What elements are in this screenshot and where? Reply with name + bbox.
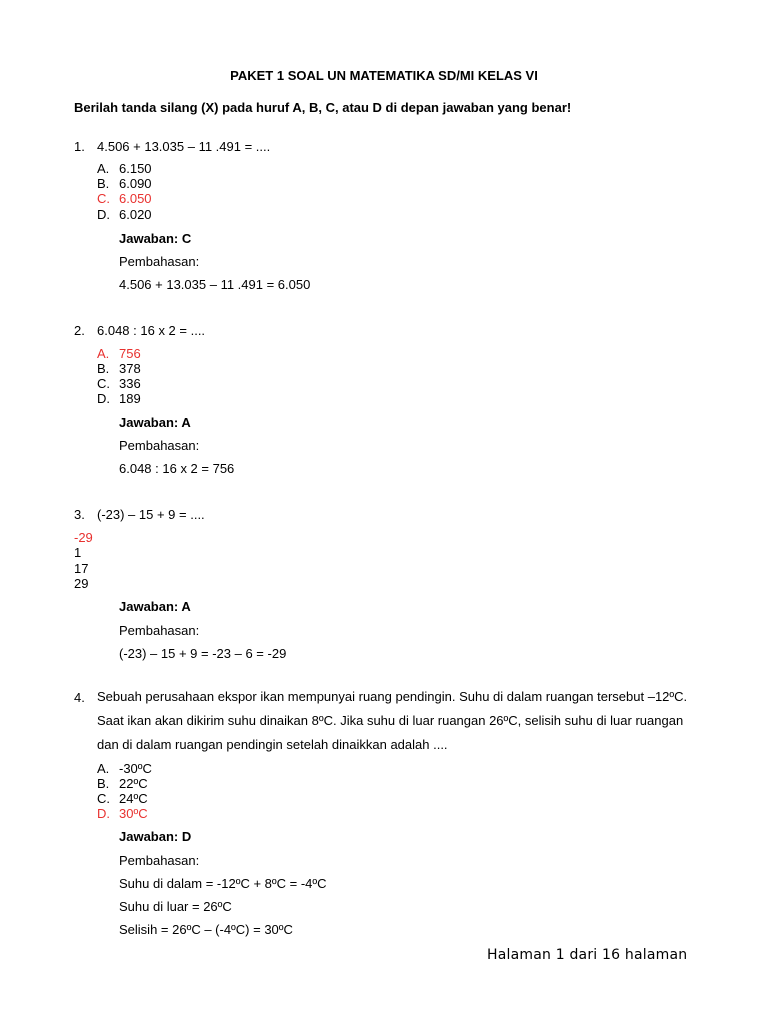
explanation-line: Suhu di dalam = -12ºC + 8ºC = -4ºC xyxy=(119,876,327,891)
explanation-line: (-23) – 15 + 9 = -23 – 6 = -29 xyxy=(119,646,287,661)
option-b xyxy=(97,361,141,376)
question-text: Sebuah perusahaan ekspor ikan mempunyai ruang pendingin. Suhu di dalam ruangan tersebut –12ºC. Saat ikan akan dikirim suhu dinaikan 8ºC. Jika suhu di luar ruangan 26ºC, selisih suhu di luar ruangan dan di dalam ruangan pendingin setelah dinaikkan adalah .... xyxy=(97,689,688,752)
option-value: 6.090 xyxy=(119,176,152,191)
option-d xyxy=(97,207,152,222)
option-value: 1 xyxy=(74,545,82,560)
question-text: 4.506 + 13.035 – 11 .491 = .... xyxy=(97,139,271,154)
option-d-correct xyxy=(97,806,148,821)
option-letter: B. xyxy=(97,176,110,191)
answer-label: Jawaban: C xyxy=(119,231,192,246)
option-b xyxy=(97,176,152,191)
option-a xyxy=(97,161,152,176)
option-letter: D. xyxy=(97,207,110,222)
option-value: 378 xyxy=(119,361,141,376)
answer-label: Jawaban: D xyxy=(119,829,192,844)
option-c xyxy=(97,376,141,391)
question-number: 4. xyxy=(74,690,85,705)
instruction-text: Berilah tanda silang (X) pada huruf A, B, C, atau D di depan jawaban yang benar! xyxy=(74,100,572,115)
option-a xyxy=(97,761,152,776)
document-title: PAKET 1 SOAL UN MATEMATIKA SD/MI KELAS VI xyxy=(230,68,538,83)
option-value: 336 xyxy=(119,376,141,391)
explanation-line: 4.506 + 13.035 – 11 .491 = 6.050 xyxy=(119,277,311,292)
option-letter: C. xyxy=(97,191,110,206)
page-number-footer: Halaman 1 dari 16 halaman xyxy=(487,947,688,963)
option-d xyxy=(97,391,141,406)
option-letter: A. xyxy=(97,161,110,176)
question-number: 2. xyxy=(74,323,85,338)
option-value: 6.020 xyxy=(119,207,152,222)
explanation-label: Pembahasan: xyxy=(119,623,200,638)
option-value: 22ºC xyxy=(119,776,148,791)
option-letter: D. xyxy=(97,391,110,406)
option-letter: B. xyxy=(97,361,110,376)
explanation-label: Pembahasan: xyxy=(119,438,200,453)
answer-label: Jawaban: A xyxy=(119,599,191,614)
option-letter: D. xyxy=(97,806,110,821)
option-c xyxy=(97,791,148,806)
option-value: 24ºC xyxy=(119,791,148,806)
explanation-label: Pembahasan: xyxy=(119,254,200,269)
answer-label: Jawaban: A xyxy=(119,415,191,430)
option-value: 6.150 xyxy=(119,161,152,176)
question-text: (-23) – 15 + 9 = .... xyxy=(97,507,205,522)
explanation-line: Selisih = 26ºC – (-4ºC) = 30ºC xyxy=(119,922,293,937)
option-value: 6.050 xyxy=(119,191,152,206)
option-value: 17 xyxy=(74,561,89,576)
option-b xyxy=(97,776,148,791)
option-letter: A. xyxy=(97,346,110,361)
option-value: 189 xyxy=(119,391,141,406)
question-text: 6.048 : 16 x 2 = .... xyxy=(97,323,206,338)
option-value: 29 xyxy=(74,576,89,591)
option-letter: B. xyxy=(97,776,110,791)
option-a-correct xyxy=(97,346,141,361)
option-letter: A. xyxy=(97,761,110,776)
option-letter: C. xyxy=(97,791,110,806)
explanation-line: 6.048 : 16 x 2 = 756 xyxy=(119,461,235,476)
explanation-label: Pembahasan: xyxy=(119,853,200,868)
option-value-correct: -29 xyxy=(74,530,93,545)
option-value: 30ºC xyxy=(119,806,148,821)
option-c-correct xyxy=(97,191,152,206)
question-number: 1. xyxy=(74,139,85,154)
option-value: -30ºC xyxy=(119,761,152,776)
option-value: 756 xyxy=(119,346,141,361)
option-letter: C. xyxy=(97,376,110,391)
question-number: 3. xyxy=(74,507,85,522)
explanation-line: Suhu di luar = 26ºC xyxy=(119,899,232,914)
